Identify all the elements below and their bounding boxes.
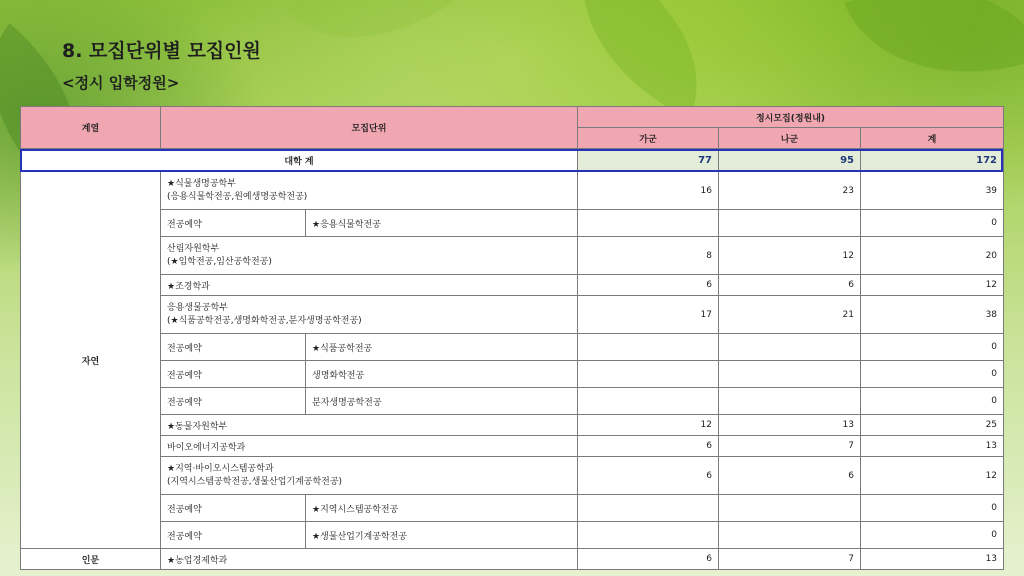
unit-cell (161, 172, 578, 210)
major-cell: 생명화학전공 (306, 361, 578, 388)
table-row (21, 361, 1004, 388)
na-cell (719, 210, 861, 237)
na-cell (719, 361, 861, 388)
total-cell: 0 (861, 522, 1004, 549)
category-humanities: 인문 (21, 549, 161, 570)
table-row (21, 210, 1004, 237)
unit-name: 산림자원학부 (167, 243, 220, 254)
total-cell: 39 (861, 172, 1004, 210)
ga-cell: 6 (578, 457, 719, 495)
ga-cell: 17 (578, 296, 719, 334)
total-cell: 0 (861, 210, 1004, 237)
unit-detail: (응용식물학전공,원예생명공학전공) (167, 191, 308, 202)
total-cell: 25 (861, 415, 1004, 436)
total-cell: 0 (861, 361, 1004, 388)
header-category: 계열 (21, 107, 161, 149)
page-subtitle: <정시 입학정원> (62, 74, 180, 92)
total-cell: 13 (861, 549, 1004, 570)
total-cell: 12 (861, 275, 1004, 296)
table-row (21, 522, 1004, 549)
table-row (21, 237, 1004, 275)
na-cell: 23 (719, 172, 861, 210)
unit-name: ★지역·바이오시스템공학과 (167, 463, 274, 474)
total-cell: 20 (861, 237, 1004, 275)
unit-cell: ★동물자원학부 (161, 415, 578, 436)
header-unit: 모집단위 (161, 107, 578, 149)
ga-cell (578, 361, 719, 388)
major-cell: ★식품공학전공 (306, 334, 578, 361)
unit-cell (161, 237, 578, 275)
major-cell: 분자생명공학전공 (306, 388, 578, 415)
reservation-cell: 전공예약 (161, 522, 306, 549)
na-cell (719, 334, 861, 361)
header-na: 나군 (719, 128, 861, 149)
ga-cell (578, 495, 719, 522)
major-cell: ★생물산업기계공학전공 (306, 522, 578, 549)
unit-cell (161, 457, 578, 495)
page-title: 8. 모집단위별 모집인원 (62, 40, 261, 62)
total-ga: 77 (578, 149, 719, 172)
reservation-cell: 전공예약 (161, 334, 306, 361)
na-cell: 21 (719, 296, 861, 334)
na-cell: 6 (719, 457, 861, 495)
ga-cell (578, 388, 719, 415)
table-row (21, 172, 1004, 210)
table-row (21, 457, 1004, 495)
reservation-cell: 전공예약 (161, 210, 306, 237)
leaf-decoration (544, 0, 735, 119)
unit-cell (161, 296, 578, 334)
total-cell: 0 (861, 334, 1004, 361)
total-cell: 38 (861, 296, 1004, 334)
na-cell: 7 (719, 549, 861, 570)
unit-cell: ★조경학과 (161, 275, 578, 296)
unit-name: ★식물생명공학부 (167, 178, 236, 189)
total-cell: 13 (861, 436, 1004, 457)
leaf-decoration (845, 0, 1024, 115)
total-cell: 12 (861, 457, 1004, 495)
unit-detail: (★임학전공,임산공학전공) (167, 256, 272, 267)
unit-cell: 바이오에너지공학과 (161, 436, 578, 457)
admission-table (20, 106, 1004, 570)
reservation-cell: 전공예약 (161, 495, 306, 522)
table-row (21, 415, 1004, 436)
header-group: 정시모집(정원내) (578, 107, 1004, 128)
total-cell: 0 (861, 388, 1004, 415)
na-cell (719, 495, 861, 522)
major-cell: ★지역시스템공학전공 (306, 495, 578, 522)
unit-detail: (★식품공학전공,생명화학전공,분자생명공학전공) (167, 315, 362, 326)
header-ga: 가군 (578, 128, 719, 149)
na-cell: 13 (719, 415, 861, 436)
ga-cell: 6 (578, 275, 719, 296)
category-nature: 자연 (21, 172, 161, 549)
total-cell: 0 (861, 495, 1004, 522)
total-label: 대학 계 (21, 149, 578, 172)
ga-cell: 12 (578, 415, 719, 436)
total-row (21, 149, 1004, 172)
table-row (21, 495, 1004, 522)
table-row (21, 334, 1004, 361)
table-row (21, 436, 1004, 457)
leaf-decoration (287, 0, 453, 82)
unit-cell: ★농업경제학과 (161, 549, 578, 570)
table-row (21, 275, 1004, 296)
ga-cell (578, 210, 719, 237)
major-cell: ★응용식물학전공 (306, 210, 578, 237)
header-total: 계 (861, 128, 1004, 149)
header-row (21, 107, 1004, 128)
reservation-cell: 전공예약 (161, 361, 306, 388)
ga-cell: 6 (578, 436, 719, 457)
ga-cell: 8 (578, 237, 719, 275)
na-cell (719, 522, 861, 549)
na-cell: 6 (719, 275, 861, 296)
reservation-cell: 전공예약 (161, 388, 306, 415)
ga-cell: 16 (578, 172, 719, 210)
na-cell (719, 388, 861, 415)
ga-cell (578, 522, 719, 549)
table-row (21, 296, 1004, 334)
total-sum: 172 (861, 149, 1004, 172)
table-row (21, 549, 1004, 570)
total-na: 95 (719, 149, 861, 172)
table-row (21, 388, 1004, 415)
unit-name: 응용생물공학부 (167, 302, 228, 313)
ga-cell: 6 (578, 549, 719, 570)
na-cell: 12 (719, 237, 861, 275)
ga-cell (578, 334, 719, 361)
na-cell: 7 (719, 436, 861, 457)
unit-detail: (지역시스템공학전공,생물산업기계공학전공) (167, 476, 343, 487)
